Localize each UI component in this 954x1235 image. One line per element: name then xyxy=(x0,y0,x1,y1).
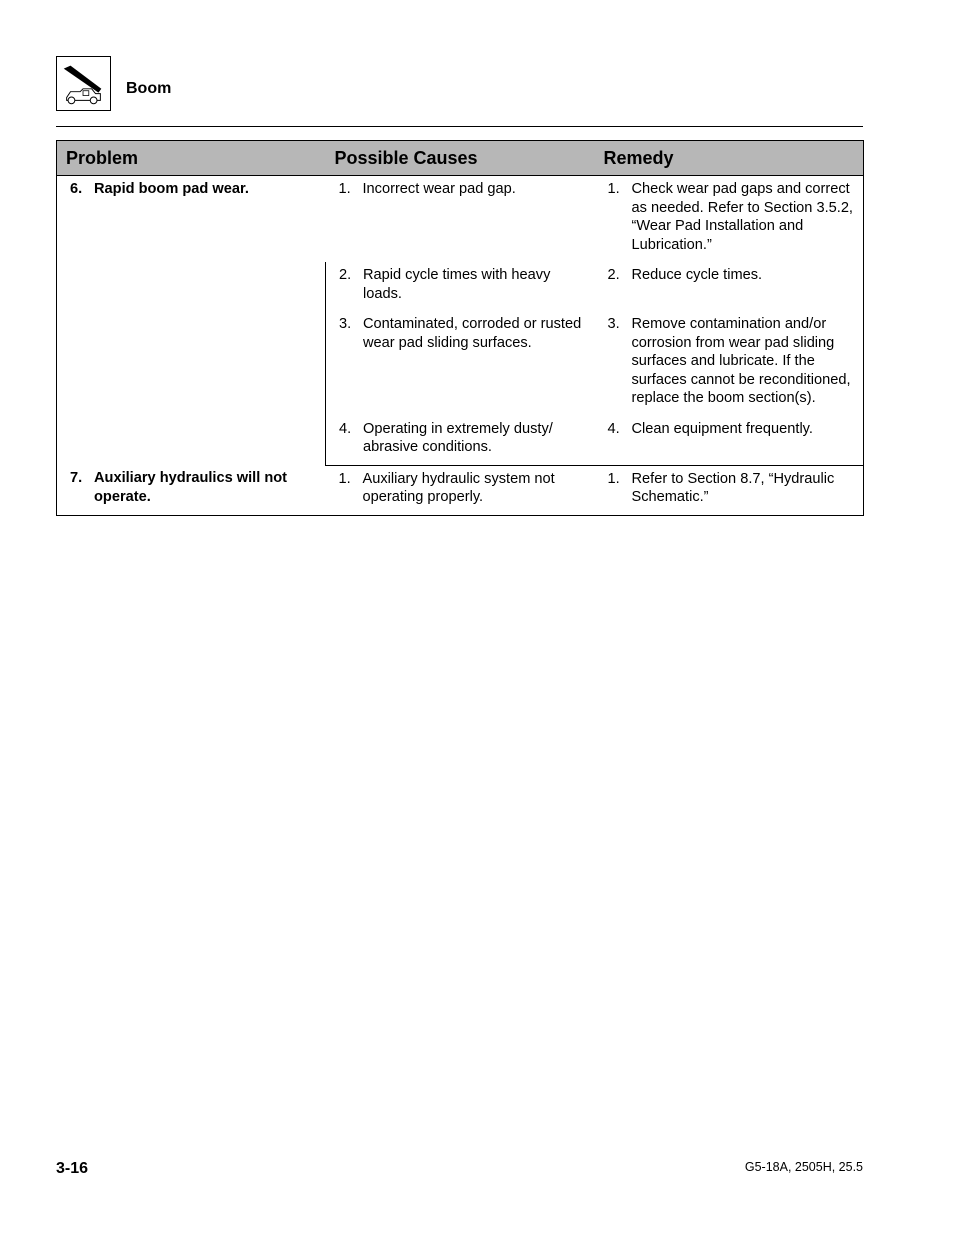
cause-number: 1. xyxy=(338,181,351,197)
remedy-number: 3. xyxy=(607,316,620,332)
cause-number: 4. xyxy=(339,420,352,437)
cause-text: Incorrect wear pad gap. xyxy=(362,181,516,197)
problem-number: 6. xyxy=(70,181,83,197)
cause-number: 2. xyxy=(339,267,352,283)
cause-cell xyxy=(326,176,595,263)
remedy-text: Reduce cycle times. xyxy=(631,267,763,283)
remedy-text: Remove contamination and/or corrosion from wear pad sliding surfaces and lubricate. If the surfaces cannot be reconditioned, replace the boom section(s). xyxy=(631,316,851,406)
table-row xyxy=(57,176,864,263)
problem-text: Auxiliary hydraulics will not operate. xyxy=(94,470,288,505)
cause-cell xyxy=(326,416,595,466)
remedy-text: Check wear pad gaps and correct as needed. Refer to Section 3.5.2, “Wear Pad Installation and Lubrication.” xyxy=(631,181,853,253)
cause-number: 1. xyxy=(338,470,351,487)
cause-text: Operating in extremely dusty/ abrasive conditions. xyxy=(363,420,553,455)
column-header-remedy: Remedy xyxy=(595,141,864,176)
table-row xyxy=(57,465,864,515)
column-header-problem: Problem xyxy=(57,141,326,176)
cause-cell xyxy=(326,262,595,311)
problem-cell xyxy=(57,465,326,515)
section-title: Boom xyxy=(126,80,172,97)
remedy-text: Refer to Section 8.7, “Hydraulic Schematic.” xyxy=(631,470,835,505)
column-header-causes: Possible Causes xyxy=(326,141,595,176)
remedy-cell xyxy=(595,176,864,263)
header-divider xyxy=(56,126,863,127)
document-reference: G5-18A, 2505H, 25.5 xyxy=(744,1160,863,1174)
boom-telehandler-icon xyxy=(57,57,110,110)
problem-text: Rapid boom pad wear. xyxy=(94,181,249,197)
cause-cell xyxy=(326,465,595,515)
cause-text: Auxiliary hydraulic system not operating properly. xyxy=(362,470,555,505)
cause-text: Contaminated, corroded or rusted wear pad sliding surfaces. xyxy=(363,316,582,351)
remedy-cell xyxy=(595,262,864,311)
remedy-cell xyxy=(595,465,864,515)
problem-number: 7. xyxy=(70,470,83,486)
remedy-cell xyxy=(595,416,864,466)
remedy-text: Clean equipment frequently. xyxy=(631,420,813,437)
troubleshooting-table xyxy=(56,140,864,516)
table-header-row xyxy=(57,141,864,176)
page-number: 3-16 xyxy=(56,1160,89,1177)
cause-cell xyxy=(326,311,595,416)
cause-text: Rapid cycle times with heavy loads. xyxy=(363,267,551,302)
remedy-number: 4. xyxy=(607,420,620,437)
remedy-number: 1. xyxy=(607,470,620,487)
remedy-number: 2. xyxy=(607,267,620,283)
boom-section-icon-box xyxy=(56,56,111,111)
remedy-number: 1. xyxy=(607,181,620,197)
problem-cell xyxy=(57,176,326,466)
cause-number: 3. xyxy=(339,316,352,332)
remedy-cell xyxy=(595,311,864,416)
